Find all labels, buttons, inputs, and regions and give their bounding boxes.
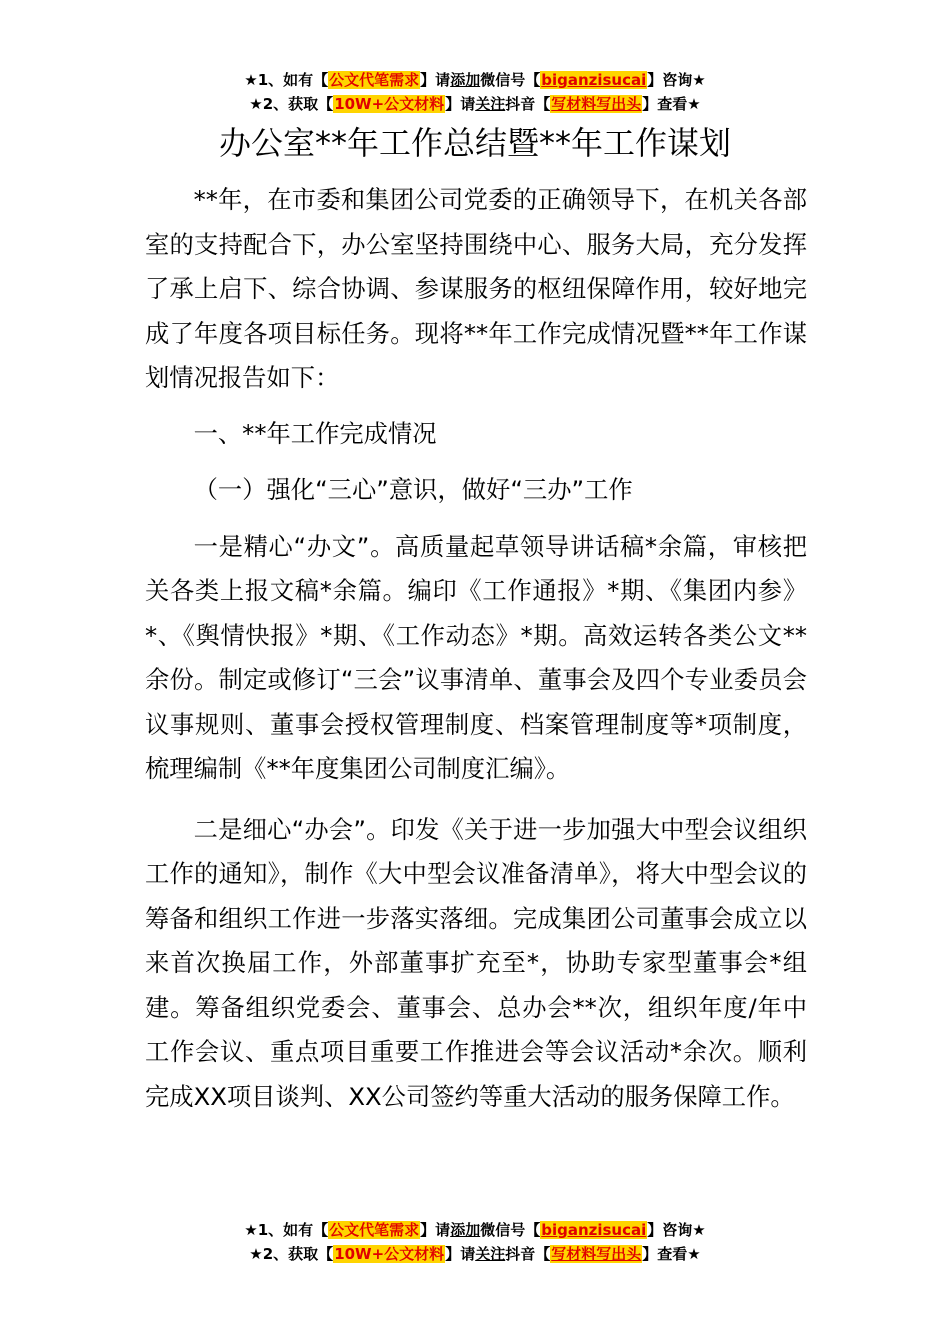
intro-paragraph: **年，在市委和集团公司党委的正确领导下，在机关各部室的支持配合下，办公室坚持围绕中心、服务大局，充分发挥了承上启下、综合协调、参谋服务的枢纽保障作用，较好地完成了年度各项目标任务。现将**年工作完成情况暨**年工作谋划情况报告如下： (145, 185, 807, 392)
promo-text: 】咨询★ (647, 1221, 706, 1239)
promo-text: ★2、获取【 (249, 95, 334, 113)
promo-underlined-text: 添加 (450, 71, 481, 89)
body-paragraph-docs: 一是精心“办文”。高质量起草领导讲话稿*余篇，审核把关各类上报文稿*余篇。编印《工作通报》*期、《集团内参》*、《舆情快报》*期、《工作动态》*期。高效运转各类公文**余份。制定或修订“三会”议事清单、董事会及四个专业委员会议事规则、董事会授权管理制度、档案管理制度等*项制度，梳理编制《**年度集团公司制度汇编》。 (145, 531, 807, 783)
promo-text: 】查看★ (642, 95, 701, 113)
promo-text: 】请 (445, 95, 476, 113)
promo-line-2 (0, 92, 950, 116)
wechat-id-link[interactable]: biganzisucai (541, 1221, 647, 1239)
promo-text: 】请 (445, 1245, 476, 1263)
promo-text: ★1、如有【 (244, 71, 329, 89)
promo-underlined-text: 关注 (475, 95, 506, 113)
promo-highlight-service: 公文代笔需求 (329, 71, 420, 89)
subsection-heading-1: （一）强化“三心”意识，做好“三办”工作 (193, 475, 633, 504)
promo-text: 】请 (420, 71, 451, 89)
promo-line-2 (0, 1242, 950, 1266)
promo-text: 微信号【 (480, 71, 541, 89)
promo-underlined-text: 添加 (450, 1221, 481, 1239)
douyin-account-link[interactable]: 写材料写出头 (551, 1245, 642, 1263)
promo-highlight-materials: 10W+公文材料 (334, 95, 445, 113)
promo-highlight-materials: 10W+公文材料 (334, 1245, 445, 1263)
section-heading-1: 一、**年工作完成情况 (193, 418, 437, 448)
promo-line-1 (0, 1218, 950, 1242)
document-title: 办公室**年工作总结暨**年工作谋划 (218, 124, 731, 162)
promo-text: 微信号【 (480, 1221, 541, 1239)
document-body (145, 178, 807, 1119)
promo-underlined-text: 关注 (475, 1245, 506, 1263)
promo-text: 抖音【 (505, 95, 551, 113)
body-paragraph-meetings: 二是细心“办会”。印发《关于进一步加强大中型会议组织工作的通知》，制作《大中型会议准备清单》，将大中型会议的筹备和组织工作进一步落实落细。完成集团公司董事会成立以来首次换届工作，外部董事扩充至*，协助专家型董事会*组建。筹备组织党委会、董事会、总办会**次，组织年度/年中工作会议、重点项目重要工作推进会等会议活动*余次。顺利完成XX项目谈判、XX公司签约等重大活动的服务保障工作。 (145, 814, 807, 1111)
promo-line-1 (0, 68, 950, 92)
promo-text: 】咨询★ (647, 71, 706, 89)
promo-banner-top (0, 68, 950, 116)
wechat-id-link[interactable]: biganzisucai (541, 71, 647, 89)
promo-banner-bottom (0, 1218, 950, 1266)
promo-text: ★2、获取【 (249, 1245, 334, 1263)
douyin-account-link[interactable]: 写材料写出头 (551, 95, 642, 113)
promo-text: 抖音【 (505, 1245, 551, 1263)
promo-text: 】请 (420, 1221, 451, 1239)
promo-text: ★1、如有【 (244, 1221, 329, 1239)
promo-highlight-service: 公文代笔需求 (329, 1221, 420, 1239)
promo-text: 】查看★ (642, 1245, 701, 1263)
